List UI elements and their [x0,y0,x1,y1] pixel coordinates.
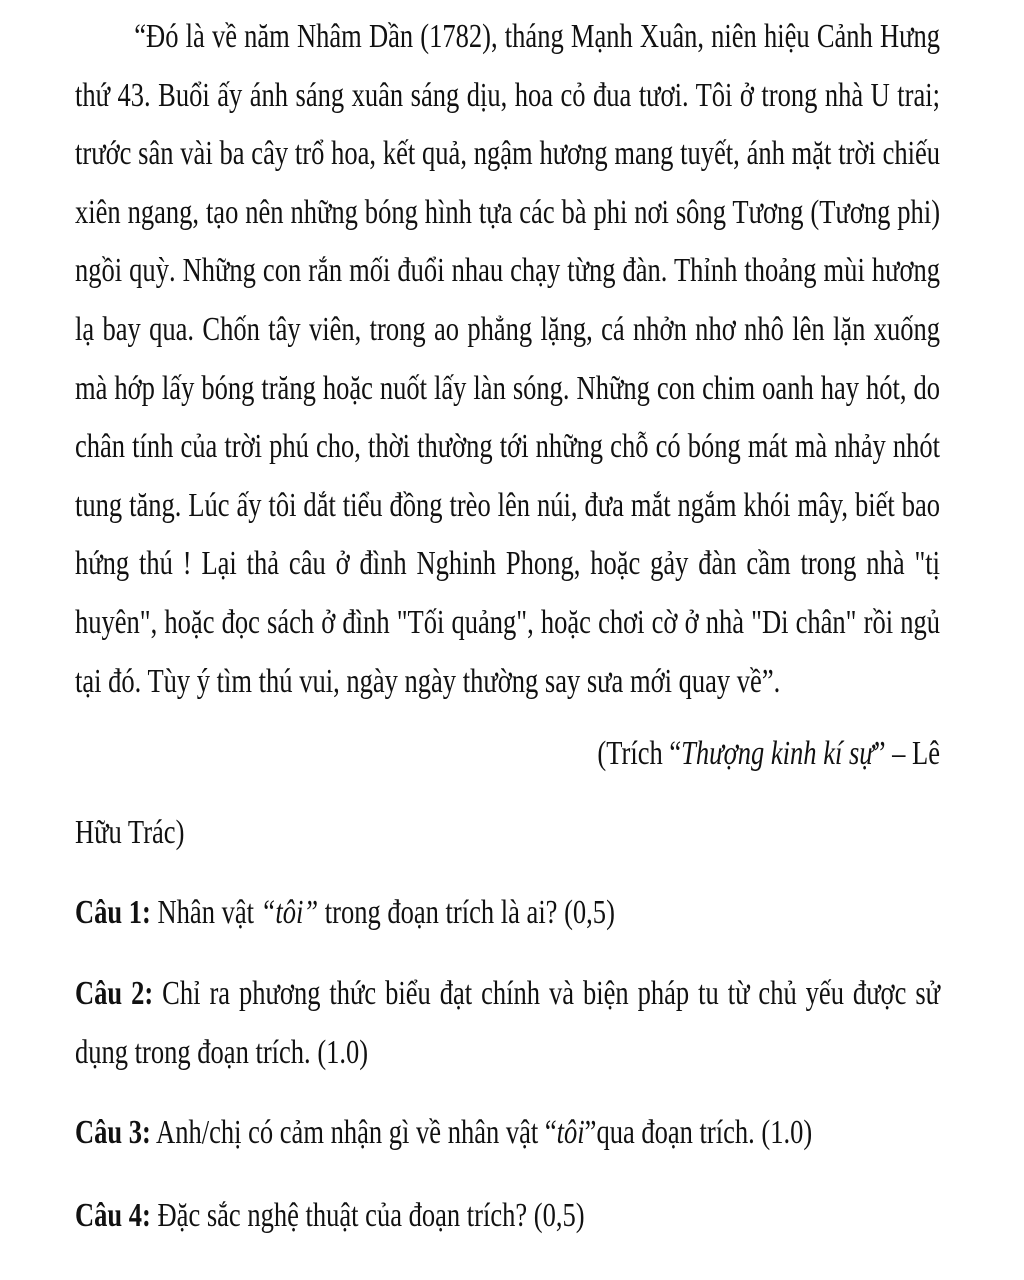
passage-line: trước sân vài ba cây trổ hoa, kết quả, ngậm hương mang tuyết, ánh mặt trời chiếu [75,135,941,173]
document-page [75,8,940,1245]
question-text: Chỉ ra phương thức biểu đạt chính và biện pháp tu từ chủ yếu được sử [153,974,941,1012]
question-4 [75,1187,940,1246]
passage-line: xiên ngang, tạo nên những bóng hình tựa các bà phi nơi sông Tương (Tương phi) [75,193,941,231]
question-text: Nhân vật [150,894,261,932]
question-text: Anh/chị có cảm nhận gì về nhân vật “ [150,1114,557,1152]
question-2 [75,965,940,1082]
passage-line: tại đó. Tùy ý tìm thú vui, ngày ngày thường say sưa mới quay về”. [75,662,781,700]
citation-continuation: Hữu Trác) [75,813,185,851]
question-label: Câu 2: [75,974,154,1012]
passage-line: mà hớp lấy bóng trăng hoặc nuốt lấy làn sóng. Những con chim oanh hay hót, do [75,369,941,407]
citation-line [75,725,940,784]
question-text: trong đoạn trích là ai? (0,5) [318,894,615,932]
question-3 [75,1104,940,1163]
question-line [75,965,940,1024]
passage-line: chân tính của trời phú cho, thời thường tới những chỗ có bóng mát mà nhảy nhót [75,428,941,466]
question-italic: tôi [556,1114,585,1152]
passage-line: lạ bay qua. Chốn tây viên, trong ao phẳng lặng, cá nhởn nhơ nhô lên lặn xuống [75,310,941,348]
passage-line: thứ 43. Buổi ấy ánh sáng xuân sáng dịu, hoa cỏ đua tươi. Tôi ở trong nhà U trai; [75,76,941,114]
question-line: dụng trong đoạn trích. (1.0) [75,1033,369,1071]
question-label: Câu 4: [75,1196,151,1234]
question-1 [75,884,940,943]
passage-line: tung tăng. Lúc ấy tôi dắt tiểu đồng trèo lên núi, đưa mắt ngắm khói mây, biết bao [75,486,941,524]
passage-line: huyên", hoặc đọc sách ở đình "Tối quảng", hoặc chơi cờ ở nhà "Di chân" rồi ngủ [75,603,941,641]
question-text: Đặc sắc nghệ thuật của đoạn trích? (0,5) [150,1196,585,1234]
question-text: ”qua đoạn trích. (1.0) [584,1114,813,1152]
question-label: Câu 1: [75,894,151,932]
passage-line: ngồi quỳ. Những con rắn mối đuổi nhau chạy từng đàn. Thỉnh thoảng mùi hương [75,252,941,290]
citation [75,725,940,862]
question-italic: “tôi” [260,894,319,932]
passage [75,8,940,711]
passage-line: “Đó là về năm Nhâm Dần (1782), tháng Mạnh Xuân, niên hiệu Cảnh Hưng [134,18,941,55]
citation-prefix: (Trích “ [597,735,682,773]
passage-line: hứng thú ! Lại thả câu ở đình Nghinh Phong, hoặc gảy đàn cầm trong nhà "tị [75,545,941,583]
citation-title: Thượng kinh kí sự [681,735,874,773]
citation-suffix: ” – Lê [873,735,941,773]
question-label: Câu 3: [75,1114,151,1152]
